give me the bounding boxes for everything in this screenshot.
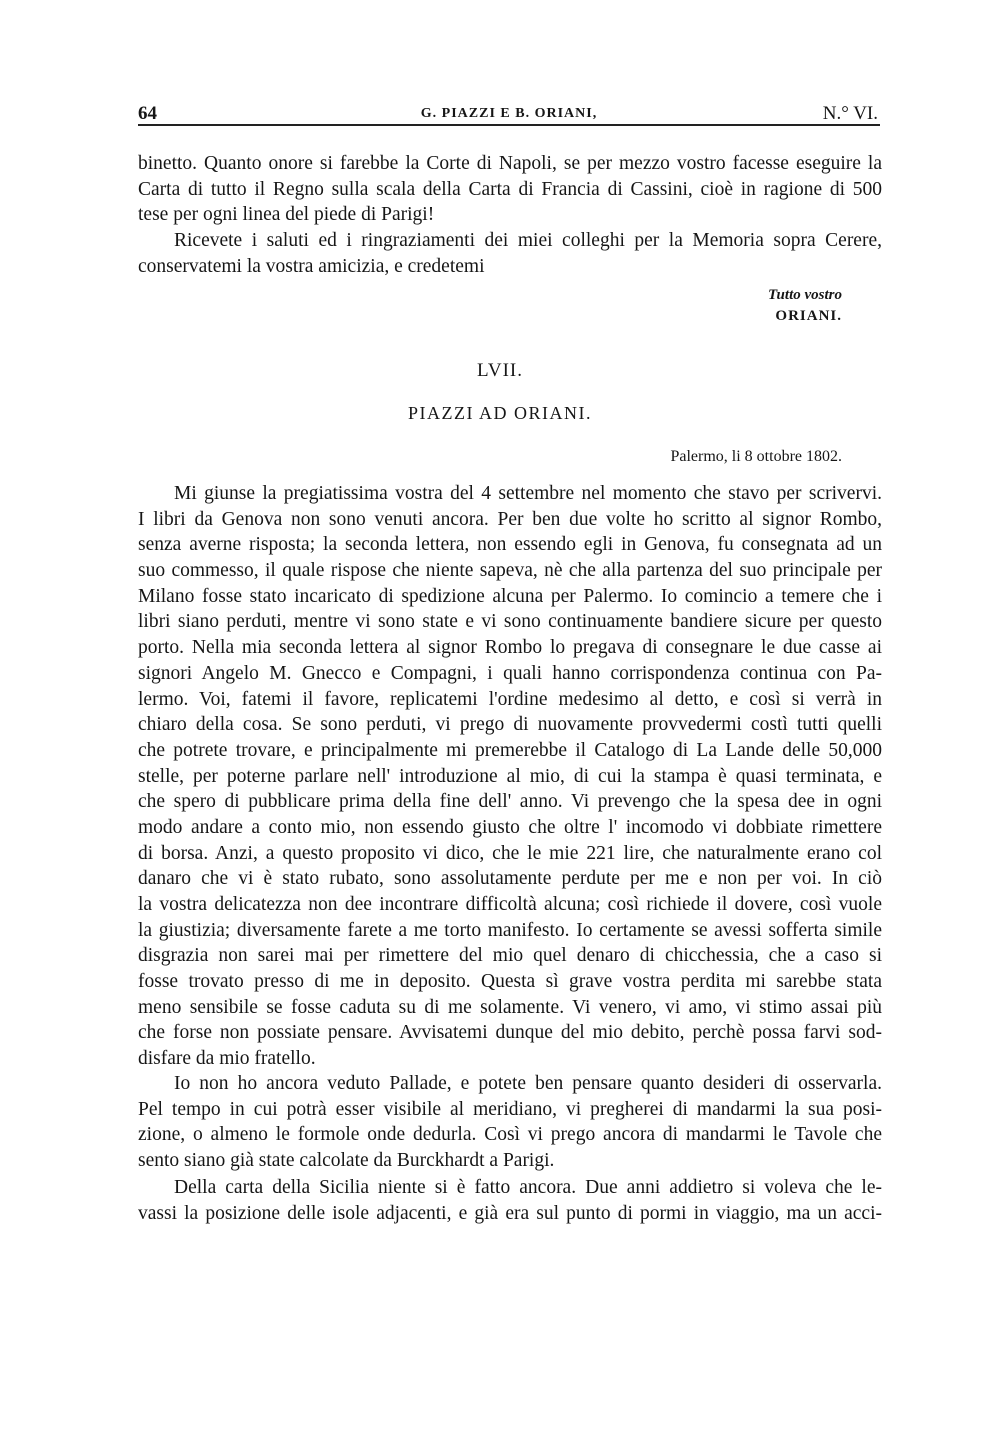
- letter-body-paragraph-1: [138, 481, 882, 1072]
- text-line: la giustizia; diversamente farete a me torto manifesto. Io certamente se avessi sofferta simile: [138, 919, 882, 941]
- letter-body-paragraph-3: [138, 1175, 882, 1226]
- text-line: Della carta della Sicilia niente si è fatto ancora. Due anni addietro si voleva che le-: [174, 1177, 882, 1198]
- text-line: disfare da mio fratello.: [138, 1048, 316, 1070]
- text-line: Io non ho ancora veduto Pallade, e potete ben pensare quanto desideri di osservarla.: [174, 1073, 882, 1094]
- text-line: che spero di pubblicare prima della fine dell' anno. Vi prevengo che la spesa dee in ogni: [138, 791, 882, 813]
- text-line: I libri da Genova non sono venuti ancora. Per ben due volte ho scritto al signor Rombo,: [138, 508, 882, 530]
- text-line: Mi giunse la pregiatissima vostra del 4 settembre nel momento che stavo per scrivervi.: [174, 483, 882, 504]
- text-line: sento siano già state calcolate da Burckhardt a Parigi.: [138, 1150, 555, 1172]
- text-line: che forse non possiate pensare. Avvisatemi dunque del mio debito, perchè possa farvi sod-: [138, 1022, 882, 1044]
- text-line: di borsa. Anzi, a questo proposito vi dico, che le mie 221 lire, che naturalmente erano col: [138, 842, 882, 864]
- page-number: 64: [138, 103, 157, 124]
- running-title: G. PIAZZI E B. ORIANI,: [420, 106, 598, 121]
- signature: ORIANI.: [775, 308, 842, 324]
- text-line: porto. Nella mia seconda lettera al signor Rombo lo pregava di consegnare le due casse ai: [138, 637, 882, 659]
- text-line: chiaro della cosa. Se sono perduti, vi prego di nuovamente provvedermi costì tutti quelli: [138, 714, 882, 736]
- letter-numeral: LVII.: [477, 360, 523, 381]
- text-line: disgrazia non sarei mai per rimettere del mio quel denaro di chicchessia, che a caso si: [138, 945, 882, 967]
- text-line: Carta di tutto il Regno sulla scala della Carta di Francia di Cassini, cioè in ragione di 500: [138, 178, 882, 200]
- text-line: senza averne risposta; la seconda lettera, non essendo egli in Genova, fu consegnata ad un: [138, 534, 882, 556]
- text-line: suo commesso, il quale rispose che niente sapeva, nè che alla partenza del suo principale per: [138, 560, 882, 582]
- text-line: che potrete trovare, e principalmente mi premerebbe il Catalogo di La Lande delle 50,000: [138, 739, 882, 761]
- text-line: conservatemi la vostra amicizia, e credetemi: [138, 255, 485, 277]
- text-line: Milano fosse stato incaricato di spedizione alcuna per Palermo. Io comincio a temere che i: [138, 585, 882, 607]
- previous-letter-end: [138, 151, 882, 279]
- text-line: libri siano perduti, mentre vi sono state e vi sono continuamente bandiere sicure per questo: [138, 611, 882, 633]
- text-line: danaro che vi è stato rubato, sono assolutamente perdute per me e non per voi. In ciò: [138, 868, 882, 890]
- text-line: zione, o almeno le formole onde dedurla. Così vi prego ancora di mandarmi le Tavole che: [138, 1124, 882, 1146]
- text-line: lermo. Voi, fatemi il favore, replicatemi l'ordine medesimo al detto, e così si verrà in: [138, 688, 882, 710]
- letter-title: PIAZZI AD ORIANI.: [408, 403, 592, 423]
- text-line: binetto. Quanto onore si farebbe la Corte di Napoli, se per mezzo vostro facesse eseguire la: [138, 153, 882, 174]
- text-line: la vostra delicatezza non dee incontrare difficoltà alcuna; così richiede il dovere, così vuole: [138, 894, 882, 915]
- text-line: Ricevete i saluti ed i ringraziamenti dei miei colleghi per la Memoria sopra Cerere,: [174, 230, 882, 252]
- letter-body-paragraph-2: [138, 1071, 882, 1174]
- text-line: stelle, per poterne parlare nell' introduzione al mio, di cui la stampa è quasi terminata, e: [138, 765, 882, 787]
- text-line: modo andare a conto mio, non essendo giusto che oltre l' incomodo vi dobbiate rimettere: [138, 816, 882, 838]
- section-number: N.° VI.: [822, 103, 878, 124]
- header-rule: [138, 124, 880, 126]
- text-line: meno sensibile se fosse caduta su di me solamente. Vi venero, vi amo, vi stimo assai più: [138, 996, 882, 1018]
- closing-formula: Tutto vostro: [767, 287, 842, 303]
- letter-dateline: Palermo, li 8 ottobre 1802.: [670, 448, 842, 465]
- text-line: signori Angelo M. Gnecco e Compagni, i quali hanno corrispondenza continua con Pa-: [138, 662, 882, 684]
- text-line: vassi la posizione delle isole adjacenti, e già era sul punto di pormi in viaggio, ma un acci-: [138, 1202, 882, 1224]
- text-line: fosse trovato presso di me in deposito. Questa sì grave vostra perdita mi sarebbe stata: [138, 971, 882, 993]
- text-line: tese per ogni linea del piede di Parigi!: [138, 204, 435, 226]
- text-line: Pel tempo in cui potrà esser visibile al meridiano, vi pregherei di mandarmi la sua posi-: [138, 1098, 882, 1120]
